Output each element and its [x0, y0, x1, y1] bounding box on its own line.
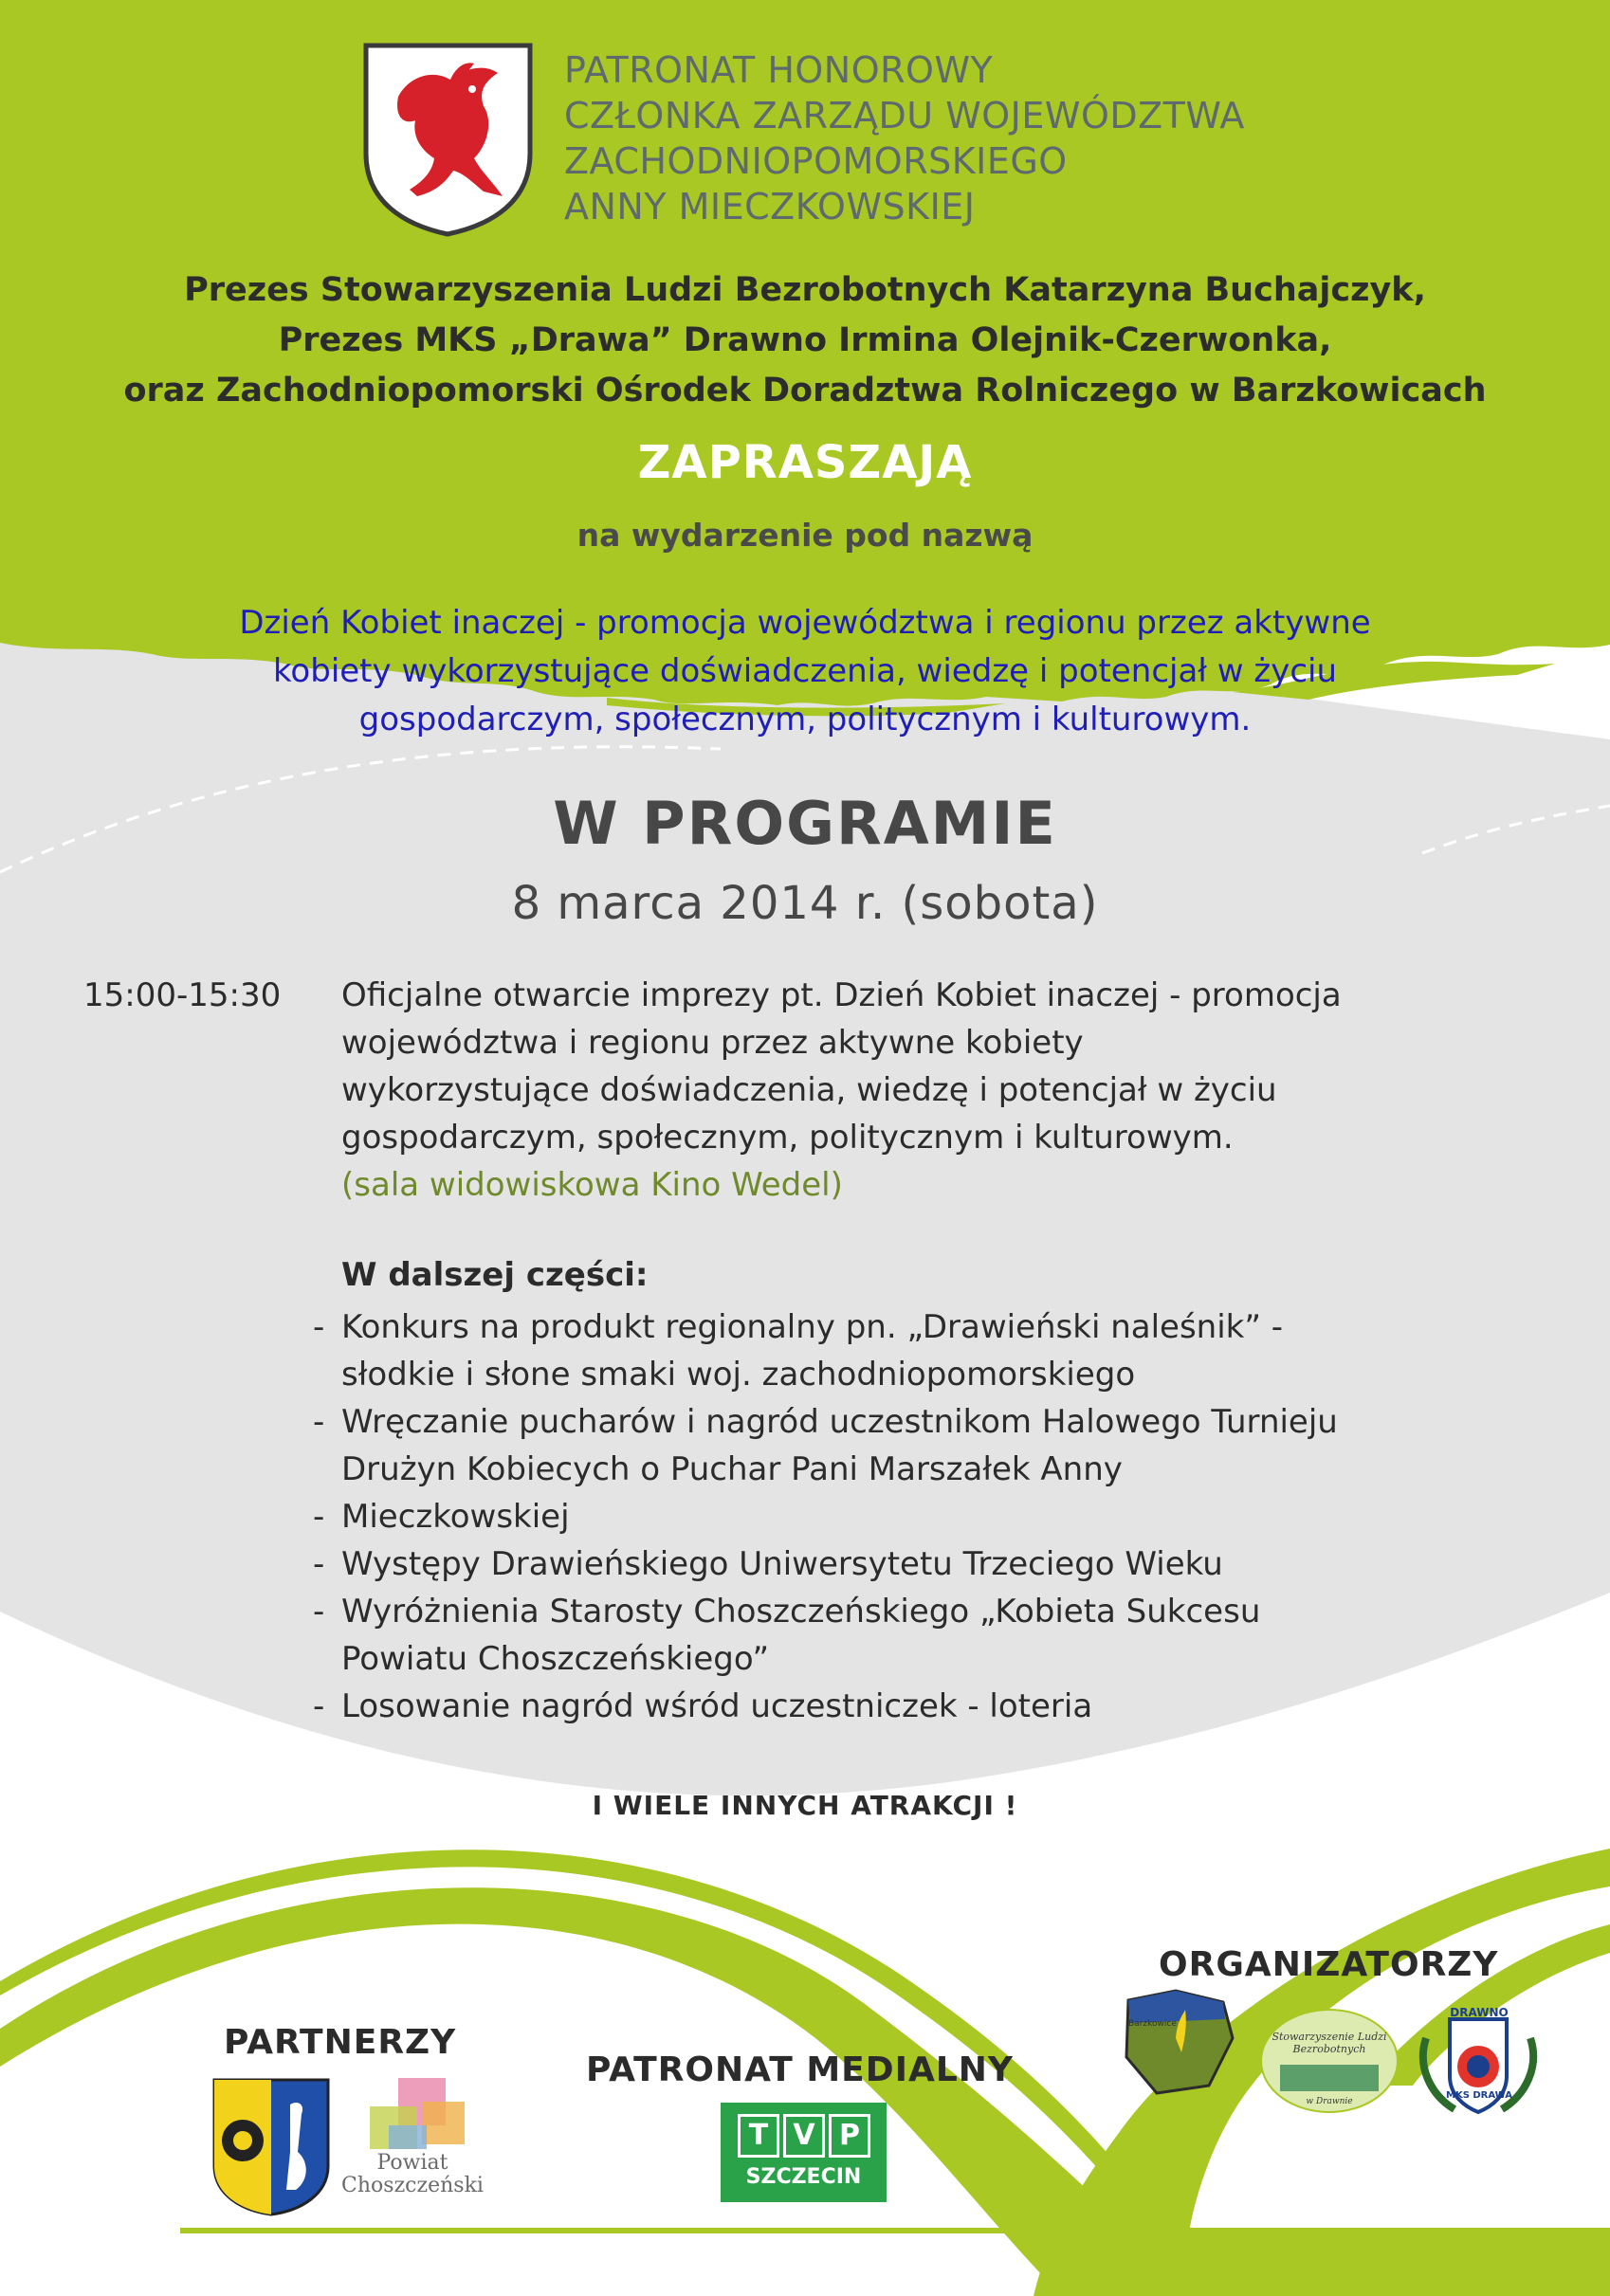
patron-line: CZŁONKA ZARZĄDU WOJEWÓDZTWA: [564, 95, 1245, 137]
slot-description: [341, 972, 1536, 1209]
slot-time: 15:00-15:30: [83, 976, 282, 1014]
event-title-line: kobiety wykorzystujące doświadczenia, wiedzę i potencjał w życiu: [272, 652, 1338, 690]
event-title-line: Dzień Kobiet inaczej - promocja województwa i regionu przez aktywne: [239, 604, 1371, 642]
patron-line: ZACHODNIOPOMORSKIEGO: [564, 140, 1068, 182]
list-item: - Konkurs na produkt regionalny pn. „Drawieński naleśnik” -: [313, 1308, 1284, 1346]
tvp-szczecin-logo: [721, 2103, 887, 2202]
inviter-line: oraz Zachodniopomorski Ośrodek Doradztwa Rolniczego w Barzkowicach: [123, 372, 1487, 410]
list-item: - Mieczkowskiej: [313, 1498, 570, 1536]
stowarzyszenie-name: Stowarzyszenie Ludzi Bezrobotnych: [1272, 2031, 1387, 2055]
list-item: Powiatu Choszczeńskiego”: [341, 1640, 770, 1678]
organizers-heading: ORGANIZATORZY: [1159, 1945, 1499, 1984]
list-item: - Losowanie nagród wśród uczestniczek - loteria: [313, 1687, 1093, 1725]
list-item: - Wyróżnienia Starosty Choszczeńskiego „Kobieta Sukcesu: [313, 1593, 1261, 1631]
tvp-letter: V: [783, 2114, 825, 2158]
footer-rule: [180, 2228, 1610, 2233]
list-item: - Występy Drawieńskiego Uniwersytetu Trzeciego Wieku: [313, 1545, 1223, 1583]
inviters-block: [0, 265, 1610, 416]
slot-line: województwa i regionu przez aktywne kobiety: [341, 1024, 1084, 1062]
slot-line: Oficjalne otwarcie imprezy pt. Dzień Kobiet inaczej - promocja: [341, 976, 1342, 1014]
slot-line: gospodarczym, społecznym, politycznym i kulturowym.: [341, 1119, 1234, 1157]
tvp-city: SZCZECIN: [745, 2165, 862, 2189]
list-item: słodkie i słone smaki woj. zachodniopomorskiego: [341, 1356, 1136, 1394]
honorary-patronage: [564, 47, 1245, 229]
drawa-crest-bottom: MKS DRAWA: [1446, 2090, 1512, 2101]
list-item: Drużyn Kobiecych o Puchar Pani Marszałek Anny: [341, 1450, 1123, 1488]
tvp-letter: P: [829, 2114, 870, 2158]
inviter-line: Prezes MKS „Drawa” Drawno Irmina Olejnik-Czerwonka,: [278, 321, 1332, 359]
choszczno-coat-of-arms-icon: [210, 2076, 332, 2218]
patron-line: PATRONAT HONOROWY: [564, 49, 994, 91]
barzkowice-label: Barzkowice: [1128, 2019, 1177, 2029]
event-title-line: gospodarczym, społecznym, politycznym i kulturowym.: [358, 701, 1252, 738]
inviter-line: Prezes Stowarzyszenia Ludzi Bezrobotnych Katarzyna Buchajczyk,: [184, 271, 1426, 309]
list-item: - Wręczanie pucharów i nagród uczestnikom Halowego Turnieju: [313, 1403, 1338, 1441]
programme-date: 8 marca 2014 r. (sobota): [511, 877, 1099, 930]
programme-heading: W PROGRAMIE: [553, 789, 1057, 858]
partners-heading: PARTNERZY: [224, 2023, 457, 2062]
media-patronage-heading: PATRONAT MEDIALNY: [586, 2050, 1015, 2089]
tvp-letter: T: [738, 2114, 779, 2158]
slot-line: wykorzystujące doświadczenia, wiedzę i potencjał w życiu: [341, 1071, 1277, 1109]
drawa-crest-top: DRAWNO: [1450, 2006, 1509, 2019]
slot-venue: (sala widowiskowa Kino Wedel): [341, 1166, 843, 1204]
barzkowice-logo: [1119, 1981, 1242, 2105]
more-attractions: I WIELE INNYCH ATRAKCJI !: [592, 1790, 1018, 1821]
invite-heading: ZAPRASZAJĄ: [637, 436, 973, 489]
stowarzyszenie-place: w Drawnie: [1306, 2097, 1353, 2106]
later-heading: W dalszej części:: [341, 1256, 649, 1294]
powiat-logo-text: Powiat Choszczeński: [341, 2151, 484, 2197]
event-intro: na wydarzenie pod nazwą: [576, 517, 1034, 554]
event-title: [0, 599, 1610, 744]
griffin-coat-of-arms-icon: [360, 40, 536, 239]
later-list: [313, 1303, 1546, 1730]
patron-line: ANNY MIECZKOWSKIEJ: [564, 186, 976, 228]
